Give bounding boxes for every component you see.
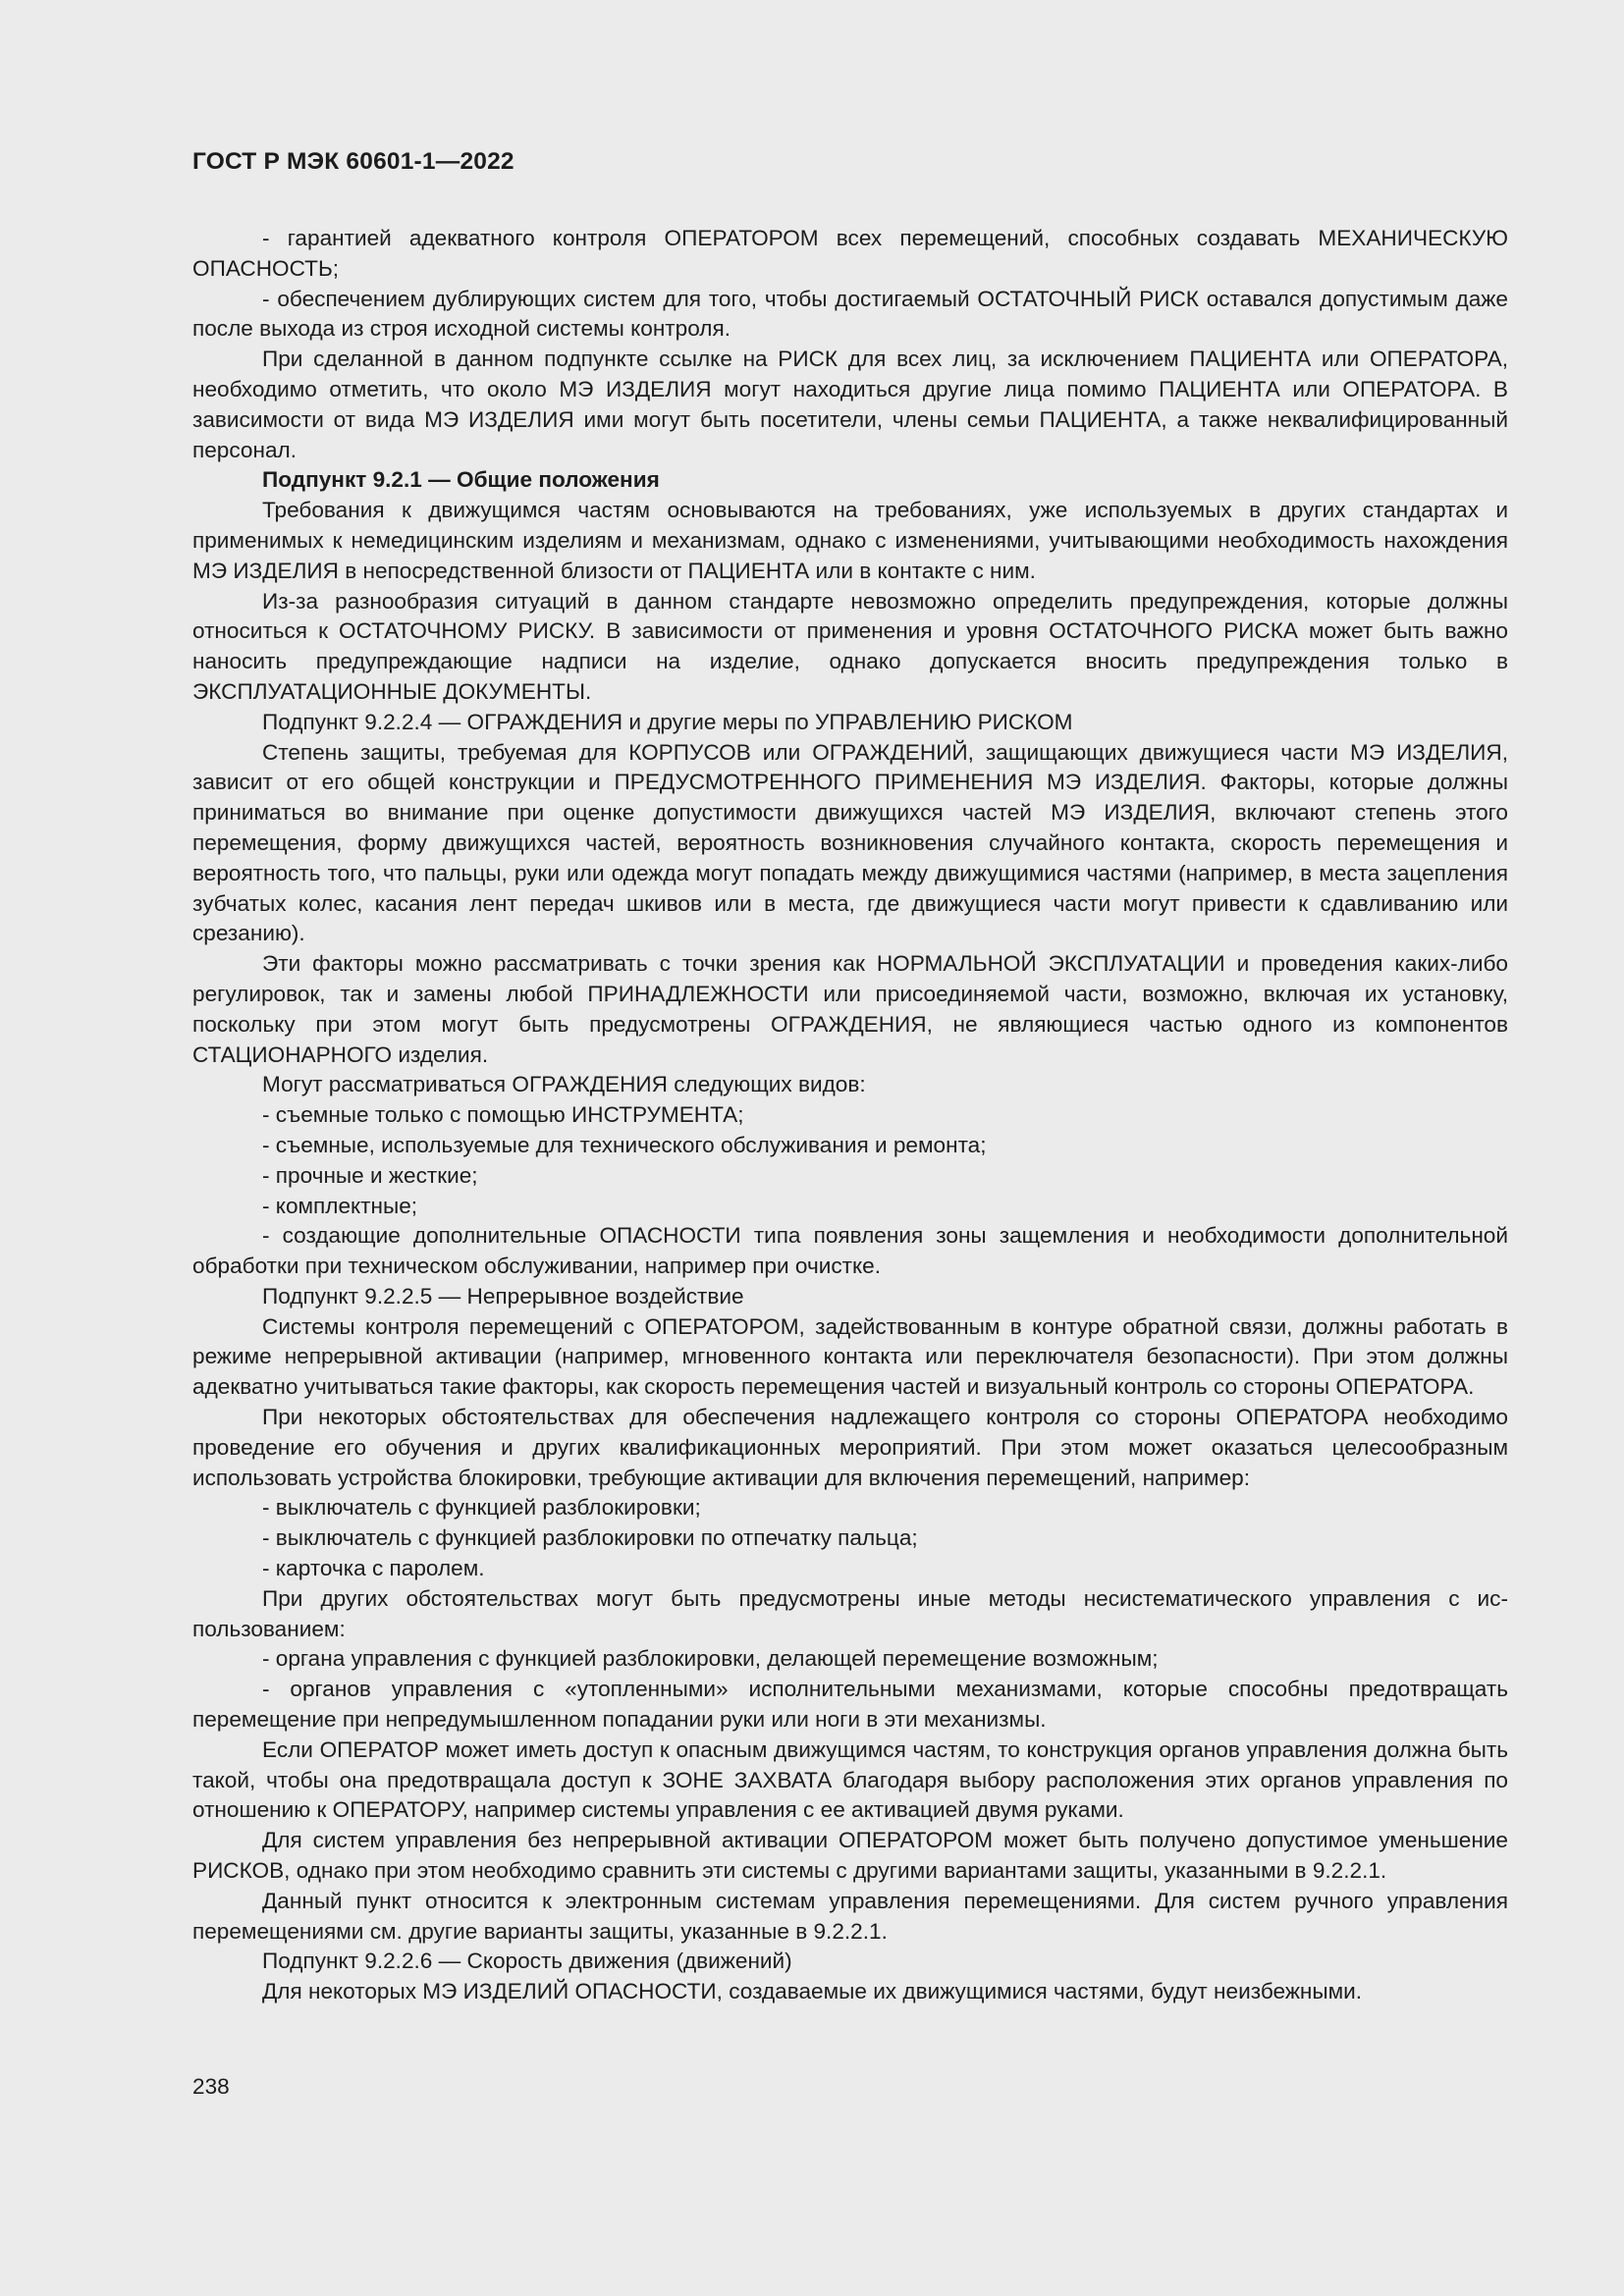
paragraph: - органа управления с функцией разблокировки, делающей перемещение возможным; <box>262 1646 1159 1672</box>
paragraph: Подпункт 9.2.2.4 — ОГРАЖДЕНИЯ и другие меры по УПРАВЛЕНИЮ РИСКОМ <box>262 709 1073 734</box>
paragraph: Подпункт 9.2.2.6 — Скорость движения (движений) <box>262 1949 792 1974</box>
paragraph: Подпункт 9.2.2.5 — Непрерывное воздействие <box>262 1283 744 1308</box>
paragraph: При сделанной в данном подпункте ссылке на РИСК для всех лиц, за исключением ПАЦИЕНТА или ОПЕРАТОРА, необходимо отметить, что около МЭ ИЗДЕЛИЯ могут находиться другие лица помимо ПАЦИЕНТА или ОПЕРАТОРА. В зависимости от вида МЭ ИЗДЕЛИЯ ими могут быть посетители, члены семьи ПАЦИЕНТА, а также неквалифицированный персонал. <box>192 347 1508 462</box>
paragraph: Для систем управления без непрерывной активации ОПЕРАТОРОМ может быть получено допустимое уменьшение РИСКОВ, однако при этом необходимо сравнить эти системы с другими вариантами защиты, указанными в 9.2.2.1. <box>192 1828 1508 1884</box>
page-number: 238 <box>192 2074 230 2099</box>
subsection-heading: Подпункт 9.2.1 — Общие положения <box>262 467 660 493</box>
paragraph: Для некоторых МЭ ИЗДЕЛИЙ ОПАСНОСТИ, создаваемые их движущимися частями, будут неизбежными. <box>262 1979 1363 2004</box>
paragraph: Могут рассматриваться ОГРАЖДЕНИЯ следующих видов: <box>262 1072 866 1097</box>
paragraph: Степень защиты, требуемая для КОРПУСОВ или ОГРАЖДЕНИЙ, защищающих движущиеся части МЭ ИЗДЕЛИЯ, зависит от его общей конструкции и ПРЕДУСМОТРЕННОГО ПРИМЕНЕНИЯ МЭ ИЗДЕЛИЯ. Факторы, которые должны приниматься во внимание при оценке допустимости движущихся частей МЭ ИЗДЕЛИЯ, включают степень этого перемещения, форму движущихся частей, вероятность возникновения случайного контакта, скорость перемещения и вероятность того, что пальцы, руки или одежда могут попадать между движущимися частями (например, в места зацепления зубчатых колес, касания лент передач шкивов или в места, где движущиеся части могут привести к сдавливанию или срезанию). <box>192 739 1508 946</box>
paragraph: Данный пункт относится к электронным системам управления перемещениями. Для систем ручного управления перемещениями см. другие варианты защиты, указанные в 9.2.2.1. <box>192 1888 1508 1944</box>
paragraph: При некоторых обстоятельствах для обеспечения надлежащего контроля со стороны ОПЕРАТОРА необходимо проведение его обучения и других квалификационных мероприятий. При этом может оказаться целесообразным использовать устройства блокировки, требующие активации для включения перемещений, например: <box>192 1405 1508 1490</box>
paragraph: - органов управления с «утопленными» исполнительными механизмами, которые способны предотвращать перемещение при непредумышленном попадании руки или ноги в эти механизмы. <box>192 1677 1508 1733</box>
paragraph: - прочные и жесткие; <box>262 1162 478 1188</box>
paragraph: - гарантией адекватного контроля ОПЕРАТОРОМ всех перемещений, способных создавать МЕХАНИЧЕСКУЮ ОПАСНОСТЬ; <box>192 226 1508 281</box>
paragraph: - съемные только с помощью ИНСТРУМЕНТА; <box>262 1102 744 1128</box>
paragraph: Из-за разнообразия ситуаций в данном стандарте невозможно определить предупреждения, которые должны относиться к ОСТАТОЧНОМУ РИСКУ. В зависимости от применения и уровня ОСТАТОЧНОГО РИСКА может быть важно наносить предупреждающие надписи на изделие, однако допускается вносить предупреждения только в ЭКСПЛУАТАЦИОННЫЕ ДОКУМЕНТЫ. <box>192 588 1508 704</box>
paragraph: При других обстоятельствах могут быть предусмотрены иные методы несистематического управления с использованием: <box>192 1585 1508 1641</box>
paragraph: Эти факторы можно рассматривать с точки зрения как НОРМАЛЬНОЙ ЭКСПЛУАТАЦИИ и проведения каких-либо регулировок, так и замены любой ПРИНАДЛЕЖНОСТИ или присоединяемой части, возможно, включая их установку, поскольку при этом могут быть предусмотрены ОГРАЖДЕНИЯ, не являющиеся частью одного из компонентов СТАЦИОНАРНОГО изделия. <box>192 951 1508 1067</box>
paragraph: - обеспечением дублирующих систем для того, чтобы достигаемый ОСТАТОЧНЫЙ РИСК оставался допустимым даже после выхода из строя исходной системы контроля. <box>192 286 1508 342</box>
paragraph: - создающие дополнительные ОПАСНОСТИ типа появления зоны защемления и необходимости дополнительной обработки при техническом обслуживании, например при очистке. <box>192 1223 1508 1279</box>
paragraph: - комплектные; <box>262 1193 418 1218</box>
paragraph: - выключатель с функцией разблокировки; <box>262 1495 701 1521</box>
page-header-title: ГОСТ Р МЭК 60601-1—2022 <box>192 148 514 175</box>
paragraph: - карточка с паролем. <box>262 1556 485 1581</box>
paragraph: - выключатель с функцией разблокировки по отпечатку пальца; <box>262 1525 918 1551</box>
paragraph: Если ОПЕРАТОР может иметь доступ к опасным движущимся частям, то конструкция органов управления должна быть такой, чтобы она предотвращала доступ к ЗОНЕ ЗАХВАТА благодаря выбору расположения этих органов управления по отношению к ОПЕРАТОРУ, например системы управления с ее активацией двумя руками. <box>192 1736 1508 1823</box>
document-body <box>192 224 1508 2007</box>
paragraph: Требования к движущимся частям основываются на требованиях, уже используемых в других стандартах и применимых к немедицинским изделиям и механизмам, однако с изменениями, учитывающими необходимость нахождения МЭ ИЗДЕЛИЯ в непосредственной близости от ПАЦИЕНТА или в контакте с ним. <box>192 498 1508 583</box>
paragraph: Системы контроля перемещений с ОПЕРАТОРОМ, задействованным в контуре обратной связи, должны работать в режиме непрерывной активации (например, мгновенного контакта или переключателя безопасности). При этом должны адекватно учитываться такие факторы, как скорость перемещения частей и визуальный контроль со стороны ОПЕРАТОРА. <box>192 1313 1508 1400</box>
paragraph: - съемные, используемые для технического обслуживания и ремонта; <box>262 1132 987 1157</box>
